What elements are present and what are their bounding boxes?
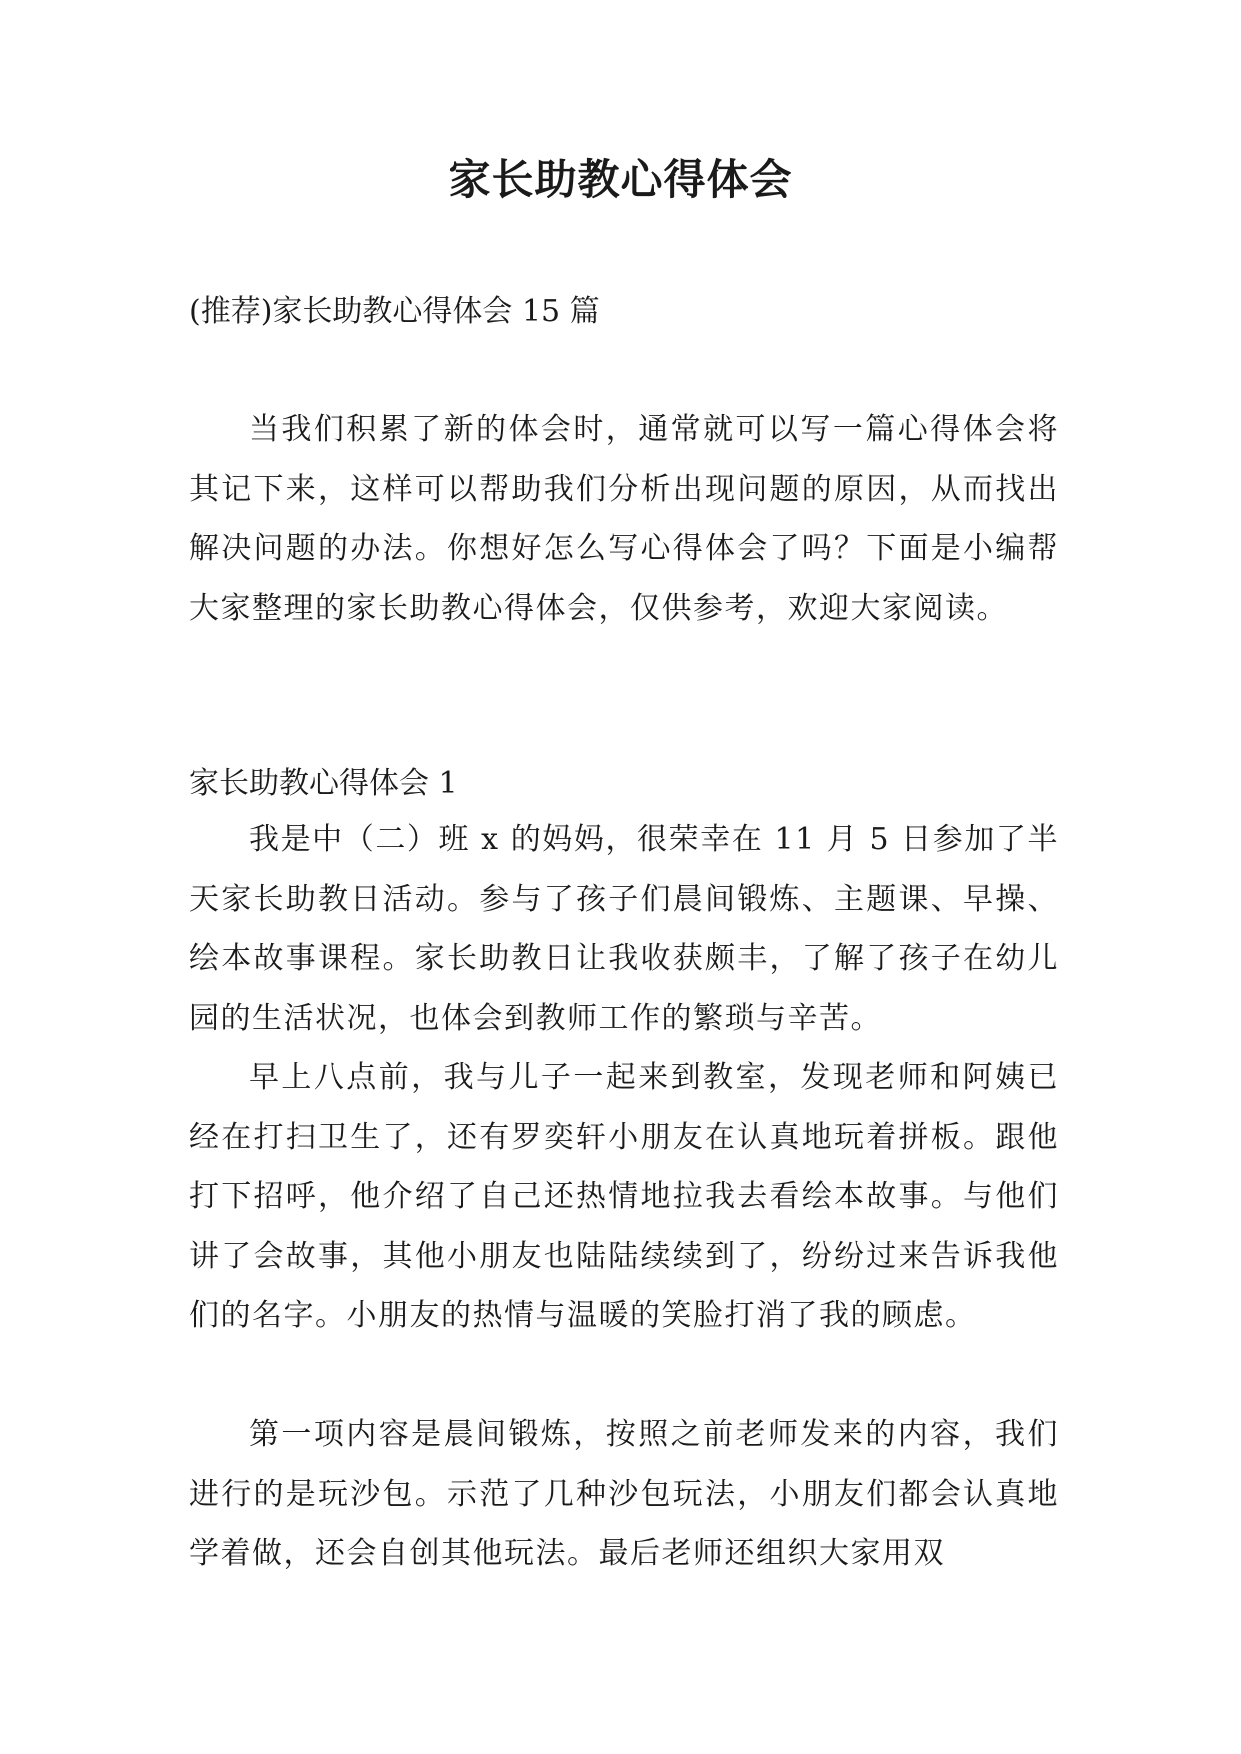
document-subtitle: (推荐)家长助教心得体会 15 篇 [189,294,600,329]
body-paragraph-1: 我是中（二）班 x 的妈妈，很荣幸在 11 月 5 日参加了半天家长助教日活动。参与了孩子们晨间锻炼、主题课、早操、绘本故事课程。家长助教日让我收获颇丰，了解了孩子在幼儿园的生活状况，也体会到教师工作的繁琐与辛苦。 [189,822,1059,1036]
document-title: 家长助教心得体会 [448,155,793,204]
body-paragraph-2: 早上八点前，我与儿子一起来到教室，发现老师和阿姨已经在打扫卫生了，还有罗奕轩小朋友在认真地玩着拼板。跟他打下招呼，他介绍了自己还热情地拉我去看绘本故事。与他们讲了会故事，其他小朋友也陆陆续续到了，纷纷过来告诉我他们的名字。小朋友的热情与温暖的笑脸打消了我的顾虑。 [189,1060,1059,1334]
body-paragraph-3: 第一项内容是晨间锻炼，按照之前老师发来的内容，我们进行的是玩沙包。示范了几种沙包玩法，小朋友们都会认真地学着做，还会自创其他玩法。最后老师还组织大家用双 [189,1417,1059,1572]
intro-paragraph: 当我们积累了新的体会时，通常就可以写一篇心得体会将其记下来，这样可以帮助我们分析出现问题的原因，从而找出解决问题的办法。你想好怎么写心得体会了吗？下面是小编帮大家整理的家长助教心得体会，仅供参考，欢迎大家阅读。 [189,412,1059,626]
section-heading: 家长助教心得体会 1 [189,766,458,801]
